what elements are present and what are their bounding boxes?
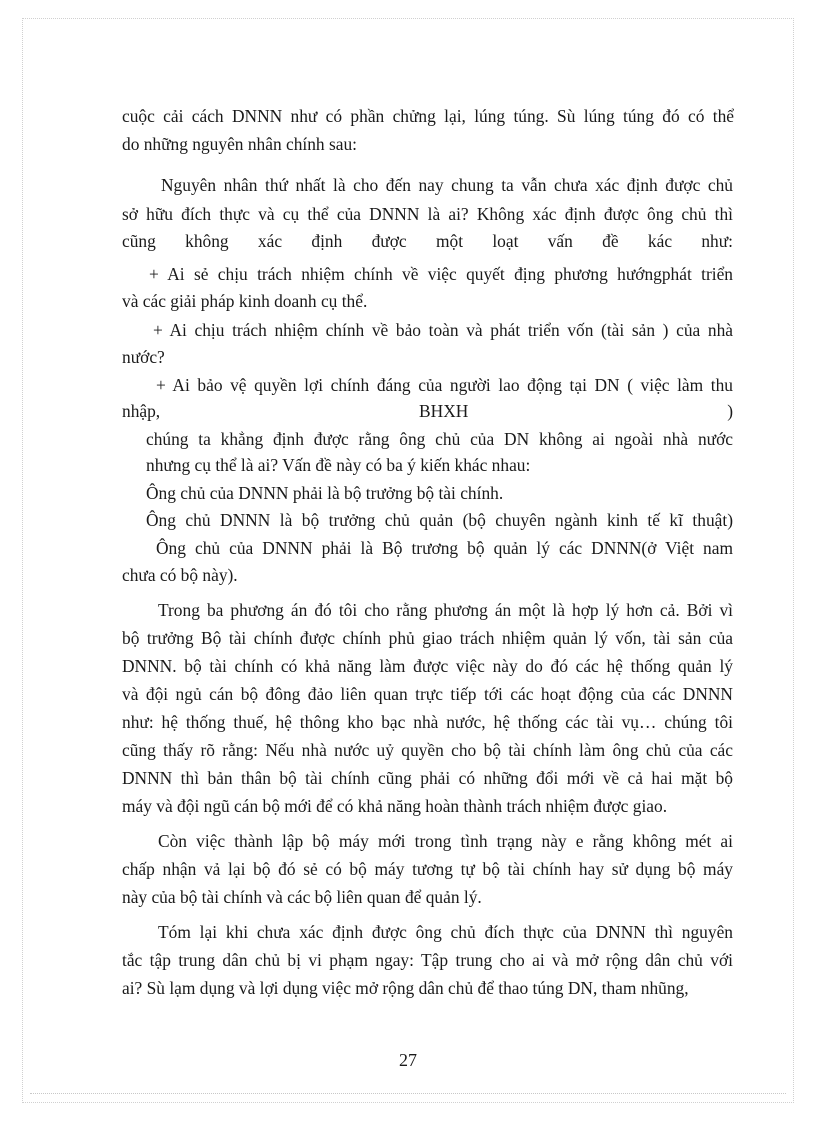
text-line: Trong ba phương án đó tôi cho rằng phương án một là hợp lý hơn cả. Bởi vì [158, 600, 733, 620]
text-line: tắc tập trung dân chủ bị vi phạm ngay: Tập trung cho ai và mở rộng dân chủ với [122, 950, 733, 970]
text-line: Còn việc thành lập bộ máy mới trong tình trạng này e rằng không mét ai [158, 831, 733, 851]
text-line: chưa có bộ này). [122, 565, 238, 585]
text-line: + Ai bảo vệ quyền lợi chính đáng của người lao động tại DN ( việc làm thu [156, 375, 733, 395]
text-line: nhưng cụ thể là ai? Vấn đề này có ba ý kiến khác nhau: [146, 455, 531, 475]
text-line: chấp nhận vả lại bộ đó sẻ có bộ máy tương tự bộ tài chính hay sử dụng bộ máy [122, 859, 733, 879]
text-line: DNNN. bộ tài chính có khả năng làm được việc này do đó các hệ thống quản lý [122, 656, 733, 676]
text-line: nước? [122, 347, 165, 367]
text-line: Ông chủ của DNNN phải là bộ trưởng bộ tài chính. [146, 483, 504, 503]
text-line: này của bộ tài chính và các bộ liên quan để quản lý. [122, 887, 482, 907]
text-line: cuộc cải cách DNNN như có phần chửng lại, lúng túng. Sù lúng túng đó có thể [122, 106, 734, 126]
text-line: + Ai chịu trách nhiệm chính về bảo toàn và phát triển vốn (tài sản ) của nhà [153, 320, 733, 340]
text-line: cũng thấy rõ rằng: Nếu nhà nước uỷ quyền cho bộ tài chính làm ông chủ của các [122, 740, 733, 760]
text-line: Nguyên nhân thứ nhất là cho đến nay chung ta vẫn chưa xác định được chủ [161, 175, 733, 195]
page-number: 27 [399, 1050, 417, 1070]
text-line: cũng không xác định được một loạt vấn đề kác như: [122, 231, 733, 251]
text-line: và đội ngủ cán bộ đông đảo liên quan trực tiếp tới các hoạt động của các DNNN [122, 684, 733, 704]
text-line: Ông chủ DNNN là bộ trưởng chủ quản (bộ chuyên ngành kinh tế kĩ thuật) [146, 510, 733, 530]
text-line: máy và đội ngũ cán bộ mới để có khả năng hoàn thành trách nhiệm được giao. [122, 796, 668, 816]
text-line: Tóm lại khi chưa xác định được ông chủ đích thực của DNNN thì nguyên [158, 922, 733, 942]
text-line: nhập, BHXH ) [122, 401, 733, 421]
text-line: DNNN thì bản thân bộ tài chính cũng phải có những đổi mới về cả hai mặt bộ [122, 768, 733, 788]
text-line: sở hữu đích thực và cụ thể của DNNN là ai? Không xác định được ông chủ thì [122, 204, 733, 224]
text-line: Ông chủ của DNNN phải là Bộ trương bộ quản lý các DNNN(ở Việt nam [156, 538, 733, 558]
text-line: + Ai sẻ chịu trách nhiệm chính về việc quyết địng phương hướngphát triển [149, 264, 733, 284]
text-line: ai? Sù lạm dụng và lợi dụng việc mở rộng dân chủ để thao túng DN, tham nhũng, [122, 978, 689, 998]
text-line: chúng ta khẳng định được rằng ông chủ của DN không ai ngoài nhà nước [146, 429, 733, 449]
text-line: do những nguyên nhân chính sau: [122, 134, 357, 154]
text-line: và các giải pháp kinh doanh cụ thể. [122, 291, 368, 311]
footer-rule [30, 1093, 786, 1094]
text-line: bộ trưởng Bộ tài chính được chính phủ giao trách nhiệm quản lý vốn, tài sản của [122, 628, 733, 648]
text-line: như: hệ thống thuế, hệ thông kho bạc nhà nước, hệ thống các tài vụ… chúng tôi [122, 712, 733, 732]
